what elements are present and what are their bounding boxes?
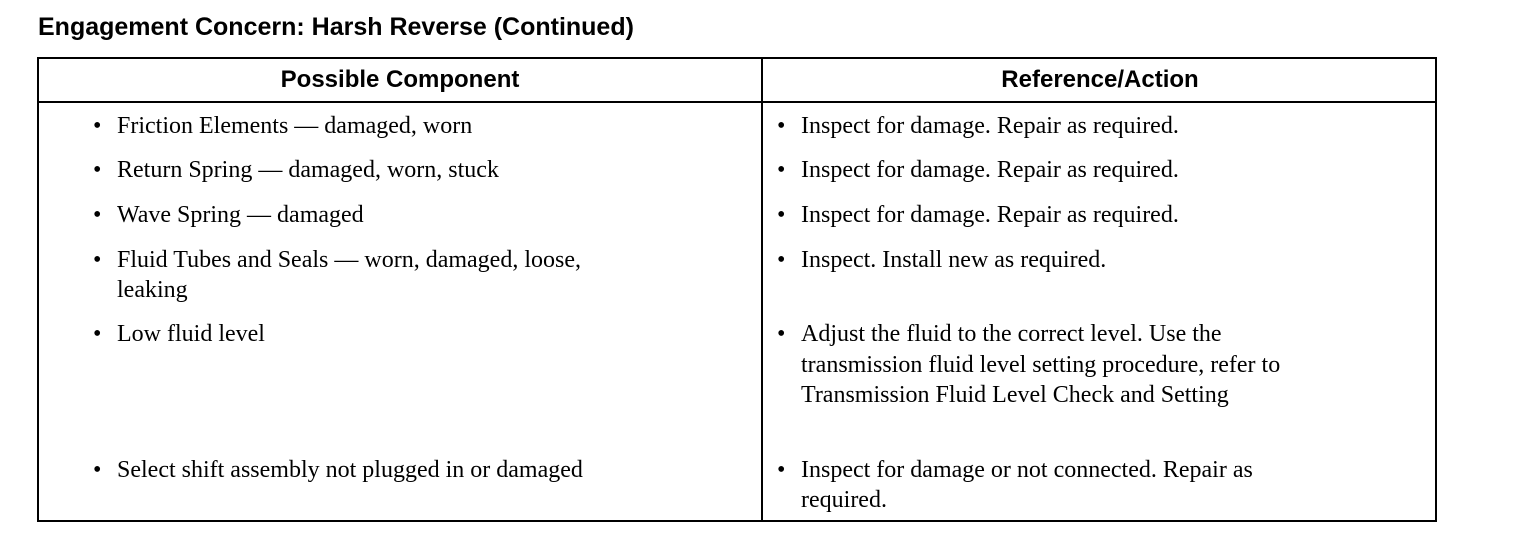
bullet: • — [93, 157, 102, 183]
bullet: • — [777, 321, 786, 347]
action-text: required. — [801, 487, 887, 513]
bullet: • — [93, 202, 102, 228]
action-text: Inspect for damage or not connected. Repair as — [801, 457, 1253, 483]
action-text: Inspect for damage. Repair as required. — [801, 157, 1179, 183]
bullet: • — [777, 457, 786, 483]
component-text: Select shift assembly not plugged in or damaged — [117, 457, 583, 483]
bullet: • — [93, 457, 102, 483]
page-title: Engagement Concern: Harsh Reverse (Continued) — [38, 13, 634, 41]
component-text: Wave Spring — damaged — [117, 202, 364, 228]
action-text: Transmission Fluid Level Check and Setting — [801, 382, 1229, 408]
bullet: • — [777, 247, 786, 273]
component-text: leaking — [117, 277, 188, 303]
component-text: Friction Elements — damaged, worn — [117, 113, 473, 139]
bullet: • — [93, 113, 102, 139]
bullet: • — [777, 113, 786, 139]
diagnosis-table — [37, 57, 1437, 522]
column-divider — [761, 59, 763, 520]
bullet: • — [93, 321, 102, 347]
table-header-row — [39, 59, 1435, 103]
component-text: Low fluid level — [117, 321, 265, 347]
header-reference-action: Reference/Action — [1001, 66, 1199, 93]
action-text: transmission fluid level setting procedure, refer to — [801, 352, 1281, 378]
bullet: • — [93, 247, 102, 273]
action-text: Adjust the fluid to the correct level. Use the — [801, 321, 1222, 347]
action-text: Inspect. Install new as required. — [801, 247, 1107, 273]
action-text: Inspect for damage. Repair as required. — [801, 202, 1179, 228]
bullet: • — [777, 157, 786, 183]
component-text: Fluid Tubes and Seals — worn, damaged, loose, — [117, 247, 581, 273]
component-text: Return Spring — damaged, worn, stuck — [117, 157, 499, 183]
bullet: • — [777, 202, 786, 228]
action-text: Inspect for damage. Repair as required. — [801, 113, 1179, 139]
header-possible-component: Possible Component — [280, 66, 520, 93]
